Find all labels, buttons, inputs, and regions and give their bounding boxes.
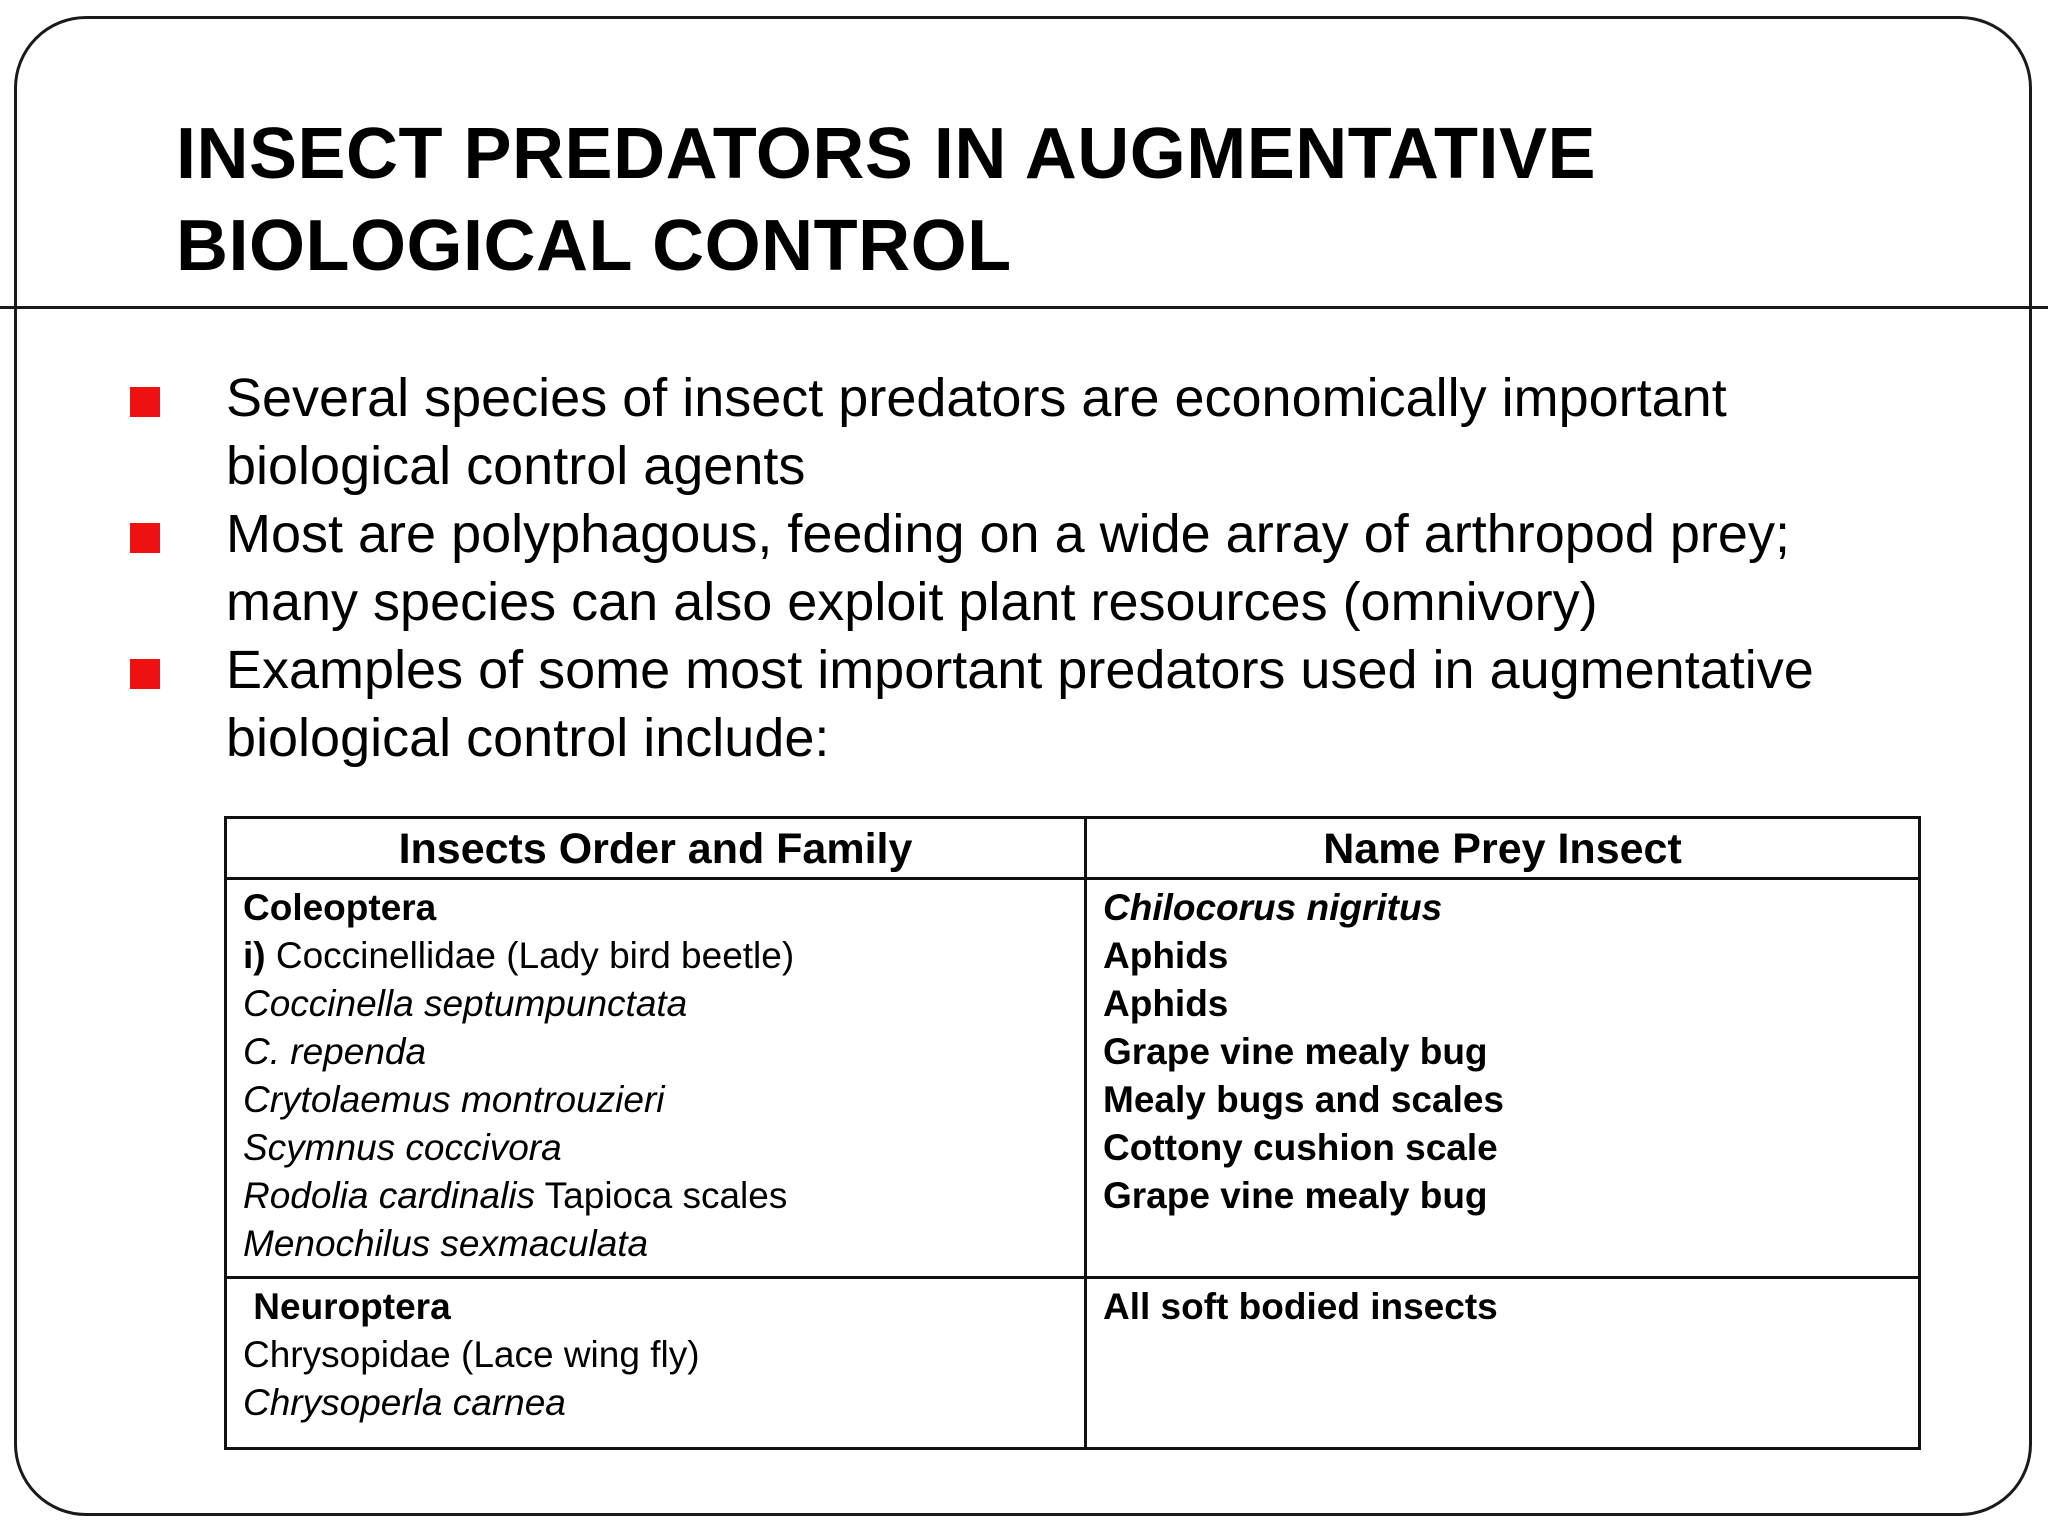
bullet-item (128, 636, 1928, 772)
bullet-item (128, 364, 1928, 500)
family-name: Coccinellidae (Lady bird beetle) (265, 935, 795, 976)
family-line (243, 932, 1068, 980)
slide-title (176, 108, 1596, 292)
species-name: Scymnus coccivora (243, 1127, 562, 1168)
order-name: Neuroptera (243, 1286, 451, 1327)
species-name: Rodolia cardinalis (243, 1175, 536, 1216)
red-square-bullet-icon (130, 659, 160, 689)
bullet-text-line: Examples of some most important predators used in augmentative (226, 640, 1814, 700)
species-name: Coccinella septumpunctata (243, 983, 688, 1024)
bullet-text-line: biological control agents (226, 436, 806, 496)
species-note: Tapioca scales (535, 1175, 788, 1216)
species-with-note (243, 1172, 1068, 1220)
table-row (226, 1278, 1920, 1449)
table-header-row (226, 818, 1920, 879)
bullet-item (128, 500, 1928, 636)
bullet-text-line: Most are polyphagous, feeding on a wide array of arthropod prey; (226, 504, 1790, 564)
prey-cell (1086, 1278, 1920, 1449)
prey-cell (1086, 879, 1920, 1278)
predators-table (224, 816, 1921, 1450)
family-name: Chrysopidae (Lace wing fly) (243, 1334, 700, 1375)
title-line-2: BIOLOGICAL CONTROL (176, 206, 1012, 286)
bullet-text-line: biological control include: (226, 708, 830, 768)
bullet-text-line: many species can also exploit plant resources (omnivory) (226, 572, 1598, 632)
prey-name: Cottony cushion scale (1103, 1127, 1498, 1168)
prey-name: Mealy bugs and scales (1103, 1079, 1505, 1120)
table-row (226, 879, 1920, 1278)
column-header-prey: Name Prey Insect (1086, 818, 1920, 879)
species-name: Menochilus sexmaculata (243, 1223, 649, 1264)
column-header-order-family: Insects Order and Family (226, 818, 1086, 879)
order-name: Coleoptera (243, 887, 437, 928)
species-name: Crytolaemus montrouzieri (243, 1079, 665, 1120)
prey-name: All soft bodied insects (1103, 1286, 1498, 1327)
species-name: Chrysoperla carnea (243, 1382, 566, 1423)
species-name: C. rependa (243, 1031, 427, 1072)
family-prefix: i) (243, 935, 266, 976)
bullet-text-line: Several species of insect predators are economically important (226, 368, 1727, 428)
title-line-1: INSECT PREDATORS IN AUGMENTATIVE (176, 114, 1597, 194)
order-family-cell (226, 879, 1086, 1278)
red-square-bullet-icon (130, 523, 160, 553)
order-family-cell (226, 1278, 1086, 1449)
prey-name: Grape vine mealy bug (1103, 1175, 1488, 1216)
prey-name: Aphids (1103, 935, 1229, 976)
red-square-bullet-icon (130, 387, 160, 417)
bullet-list (128, 364, 1928, 772)
prey-name: Chilocorus nigritus (1103, 887, 1443, 928)
prey-name: Grape vine mealy bug (1103, 1031, 1488, 1072)
title-divider (0, 306, 2048, 309)
prey-name: Aphids (1103, 983, 1229, 1024)
